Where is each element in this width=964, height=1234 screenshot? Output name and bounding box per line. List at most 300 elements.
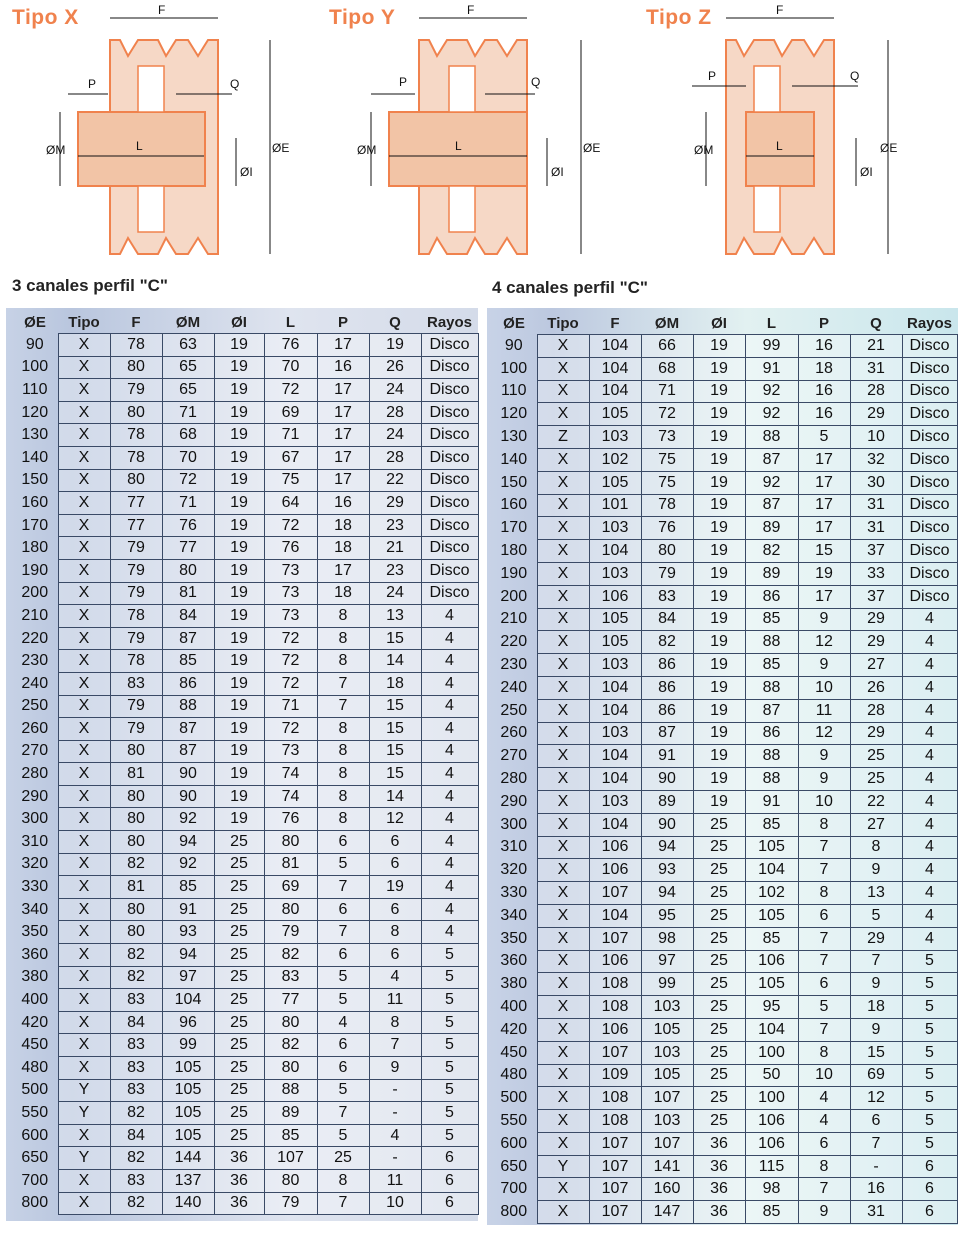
table-cell: 5: [421, 966, 478, 989]
table-cell: 33: [850, 562, 902, 585]
table-cell: 17: [317, 446, 369, 469]
table-cell: 105: [162, 1057, 214, 1080]
table-cell: 86: [641, 654, 693, 677]
table-cell: 81: [264, 853, 317, 876]
column-header: ØI: [711, 314, 727, 332]
table-cell: 6: [421, 1169, 478, 1192]
table-cell: X: [537, 471, 589, 494]
table-cell: X: [58, 514, 110, 537]
table-cell: 17: [798, 517, 850, 540]
table-cell: Disco: [902, 585, 957, 608]
table-cell: 105: [162, 1079, 214, 1102]
row-diameter: 90: [504, 336, 523, 354]
table-cell: 4: [421, 718, 478, 741]
table-cell: 7: [317, 921, 369, 944]
table-cell: X: [537, 722, 589, 745]
table-row: [491, 448, 957, 471]
table-cell: 19: [693, 562, 745, 585]
table-cell: 8: [850, 836, 902, 859]
table-cell: X: [537, 927, 589, 950]
table-cell: 7: [317, 1192, 369, 1215]
table-cell: 94: [162, 831, 214, 854]
table-cell: Y: [58, 1079, 110, 1102]
header-row: [12, 311, 478, 334]
table-cell: 82: [110, 1147, 162, 1170]
table-cell: 8: [317, 740, 369, 763]
table-cell: 24: [369, 379, 421, 402]
table-cell: 8: [798, 1155, 850, 1178]
table-row: [12, 1102, 478, 1125]
table-cell: 16: [317, 492, 369, 515]
table-cell: 83: [264, 966, 317, 989]
table-cell: 106: [589, 859, 641, 882]
table-cell: 25: [850, 745, 902, 768]
table-cell: -: [369, 1102, 421, 1125]
table-row: [491, 562, 957, 585]
row-diameter: 380: [21, 968, 49, 986]
table-cell: 104: [589, 745, 641, 768]
table-row: [12, 1192, 478, 1215]
table-cell: 67: [264, 446, 317, 469]
row-diameter: 200: [21, 584, 49, 602]
table-cell: 79: [110, 537, 162, 560]
table-cell: 107: [589, 1178, 641, 1201]
row-diameter: 100: [21, 358, 49, 376]
table-cell: X: [58, 334, 110, 357]
table-cell: Disco: [902, 540, 957, 563]
table-row: [12, 718, 478, 741]
table-cell: 23: [369, 514, 421, 537]
table-cell: 83: [641, 585, 693, 608]
table-cell: 5: [798, 996, 850, 1019]
table-cell: 107: [641, 1087, 693, 1110]
table-cell: 71: [162, 401, 214, 424]
table-cell: 4: [902, 676, 957, 699]
table-cell: 89: [745, 517, 798, 540]
table-cell: 105: [589, 471, 641, 494]
row-diameter: 170: [500, 519, 528, 537]
table-cell: 87: [745, 448, 798, 471]
table-cell: 17: [317, 334, 369, 357]
table-cell: 7: [317, 1102, 369, 1125]
row-diameter: 550: [500, 1111, 528, 1129]
table-cell: 15: [369, 695, 421, 718]
pulley-drawing-y: [325, 0, 625, 268]
pulley-drawing-z: [642, 0, 942, 268]
table-cell: 77: [110, 514, 162, 537]
row-diameter: 480: [500, 1066, 528, 1084]
table-cell: Disco: [421, 401, 478, 424]
table-cell: 80: [264, 898, 317, 921]
table-cell: 4: [421, 763, 478, 786]
table-cell: 92: [162, 853, 214, 876]
table-cell: 90: [162, 763, 214, 786]
table-cell: 19: [693, 403, 745, 426]
table-row: [491, 540, 957, 563]
table-cell: 22: [369, 469, 421, 492]
table-cell: 12: [798, 631, 850, 654]
dimensions-table-4-canales: [491, 312, 958, 1224]
table-cell: X: [58, 379, 110, 402]
table-row: [12, 740, 478, 763]
table-cell: 147: [641, 1201, 693, 1224]
row-diameter: 260: [21, 719, 49, 737]
table-cell: 91: [745, 357, 798, 380]
row-diameter: 380: [500, 975, 528, 993]
table-row: [12, 492, 478, 515]
table-cell: 107: [589, 1155, 641, 1178]
table-cell: 5: [902, 950, 957, 973]
table-cell: X: [537, 517, 589, 540]
table-row: [491, 813, 957, 836]
table-cell: Disco: [902, 448, 957, 471]
table-cell: 4: [369, 966, 421, 989]
table-cell: X: [537, 357, 589, 380]
table-row: [12, 1034, 478, 1057]
table-cell: 103: [589, 517, 641, 540]
table-cell: Disco: [421, 379, 478, 402]
table-cell: Y: [537, 1155, 589, 1178]
table-cell: 106: [745, 1110, 798, 1133]
table-cell: Disco: [421, 356, 478, 379]
table-cell: 6: [902, 1201, 957, 1224]
table-cell: 77: [264, 989, 317, 1012]
table-cell: 4: [421, 831, 478, 854]
column-header: ØM: [654, 314, 680, 332]
dimension-label: ØE: [880, 141, 898, 155]
table-cell: 71: [641, 380, 693, 403]
table-cell: X: [58, 989, 110, 1012]
table-cell: 19: [693, 357, 745, 380]
table-row: [491, 426, 957, 449]
table-cell: 4: [902, 608, 957, 631]
dimension-label: P: [399, 75, 408, 89]
row-diameter: 240: [21, 674, 49, 692]
table-cell: 19: [369, 876, 421, 899]
table-cell: 108: [589, 1110, 641, 1133]
table-row: [491, 1064, 957, 1087]
table-cell: 80: [264, 1057, 317, 1080]
table-cell: 19: [214, 672, 264, 695]
table-cell: 25: [214, 1034, 264, 1057]
column-header: Tipo: [68, 313, 100, 331]
table-cell: 18: [317, 537, 369, 560]
table-cell: 82: [264, 1034, 317, 1057]
dimension-label: P: [708, 69, 717, 83]
table-cell: Disco: [902, 335, 957, 358]
table-cell: 73: [264, 605, 317, 628]
table-cell: 115: [745, 1155, 798, 1178]
table-cell: 104: [589, 357, 641, 380]
table-cell: 25: [693, 904, 745, 927]
table-cell: 19: [693, 540, 745, 563]
table-cell: 19: [214, 763, 264, 786]
table-cell: 19: [693, 676, 745, 699]
table-cell: Disco: [902, 562, 957, 585]
table-cell: 85: [745, 927, 798, 950]
table-cell: X: [537, 585, 589, 608]
dimension-label: L: [776, 139, 783, 153]
table-panel-4-canales: [487, 308, 958, 1225]
row-diameter: 310: [21, 832, 49, 850]
table-cell: 99: [745, 335, 798, 358]
row-diameter: 650: [500, 1157, 528, 1175]
table-cell: 5: [902, 973, 957, 996]
table-cell: 25: [693, 973, 745, 996]
table-cell: 85: [745, 813, 798, 836]
table-cell: 19: [693, 608, 745, 631]
row-diameter: 180: [21, 539, 49, 557]
table-cell: 79: [110, 695, 162, 718]
table-cell: X: [58, 785, 110, 808]
table-row: [12, 808, 478, 831]
table-row: [12, 582, 478, 605]
column-header: P: [818, 314, 829, 332]
table-row: [12, 1057, 478, 1080]
table-cell: 9: [850, 1018, 902, 1041]
table-cell: 29: [369, 492, 421, 515]
row-diameter: 150: [500, 473, 528, 491]
table-cell: 81: [110, 763, 162, 786]
table-cell: 29: [850, 403, 902, 426]
diagram-title: Tipo X: [12, 6, 79, 29]
table-cell: 85: [745, 608, 798, 631]
table-cell: X: [537, 859, 589, 882]
table-cell: 4: [902, 859, 957, 882]
table-cell: X: [58, 944, 110, 967]
table-cell: 6: [369, 853, 421, 876]
table-cell: 7: [798, 1018, 850, 1041]
table-cell: 19: [693, 722, 745, 745]
table-cell: 4: [421, 605, 478, 628]
table-cell: 8: [317, 808, 369, 831]
table-cell: 19: [693, 790, 745, 813]
table-row: [491, 859, 957, 882]
table-cell: 104: [745, 859, 798, 882]
table-cell: 74: [264, 763, 317, 786]
table-cell: 86: [641, 699, 693, 722]
table-cell: 137: [162, 1169, 214, 1192]
table-cell: 81: [110, 876, 162, 899]
table-cell: 25: [214, 921, 264, 944]
row-diameter: 160: [21, 493, 49, 511]
table-cell: 9: [850, 973, 902, 996]
table-cell: Disco: [421, 514, 478, 537]
table-cell: 25: [693, 950, 745, 973]
table-row: [491, 790, 957, 813]
dimension-label: ØM: [357, 143, 377, 157]
table-cell: 19: [214, 537, 264, 560]
table-cell: 5: [421, 1079, 478, 1102]
table-cell: 31: [850, 517, 902, 540]
table-cell: X: [58, 1011, 110, 1034]
table-cell: 99: [162, 1034, 214, 1057]
table-cell: 19: [693, 380, 745, 403]
table-cell: 8: [369, 921, 421, 944]
row-diameter: 600: [21, 1126, 49, 1144]
table-cell: 103: [589, 426, 641, 449]
table-row: [491, 699, 957, 722]
table-cell: 8: [798, 1041, 850, 1064]
diagram-title: Tipo Z: [646, 6, 712, 29]
table-cell: -: [369, 1079, 421, 1102]
table-cell: 8: [317, 718, 369, 741]
diagram-tipo-z: [642, 0, 942, 268]
table-cell: 6: [317, 831, 369, 854]
table-cell: 70: [162, 446, 214, 469]
row-diameter: 360: [500, 952, 528, 970]
table-cell: X: [58, 718, 110, 741]
table-cell: 6: [317, 898, 369, 921]
table-row: [12, 559, 478, 582]
table-row: [491, 1132, 957, 1155]
table-cell: 19: [693, 745, 745, 768]
table-cell: 37: [850, 540, 902, 563]
table-cell: 80: [162, 559, 214, 582]
table-cell: 8: [369, 1011, 421, 1034]
row-diameter: 550: [21, 1103, 49, 1121]
table-cell: 6: [317, 1034, 369, 1057]
table-cell: 6: [317, 1057, 369, 1080]
table-cell: 17: [317, 469, 369, 492]
table-cell: 19: [214, 424, 264, 447]
table-cell: X: [58, 672, 110, 695]
table-row: [491, 1041, 957, 1064]
table-cell: X: [537, 904, 589, 927]
table-cell: 80: [110, 469, 162, 492]
table-cell: 18: [369, 672, 421, 695]
table-cell: 4: [421, 695, 478, 718]
table-cell: 27: [850, 813, 902, 836]
table-cell: 105: [745, 973, 798, 996]
table-cell: 80: [264, 1169, 317, 1192]
table-cell: 7: [317, 695, 369, 718]
table-cell: 76: [162, 514, 214, 537]
table-cell: 88: [264, 1079, 317, 1102]
table-cell: 94: [641, 882, 693, 905]
table-cell: 87: [162, 718, 214, 741]
table-row: [12, 627, 478, 650]
table-cell: 73: [641, 426, 693, 449]
table-cell: 7: [369, 1034, 421, 1057]
row-diameter: 320: [21, 855, 49, 873]
table-cell: 5: [902, 1041, 957, 1064]
table-cell: 36: [693, 1132, 745, 1155]
table-cell: 26: [850, 676, 902, 699]
table-panel-3-canales: [6, 308, 478, 1221]
row-diameter: 290: [21, 787, 49, 805]
table-cell: 107: [641, 1132, 693, 1155]
table-cell: 21: [850, 335, 902, 358]
table-cell: X: [58, 356, 110, 379]
table-cell: 36: [214, 1169, 264, 1192]
table-cell: 82: [264, 944, 317, 967]
table-cell: 82: [745, 540, 798, 563]
table-cell: 4: [798, 1087, 850, 1110]
row-diameter: 420: [21, 1013, 49, 1031]
table-cell: 85: [162, 876, 214, 899]
table-row: [12, 605, 478, 628]
table-cell: 8: [317, 1169, 369, 1192]
table-cell: 5: [902, 1132, 957, 1155]
table-cell: 106: [589, 836, 641, 859]
table-cell: 4: [902, 882, 957, 905]
table-cell: 4: [421, 650, 478, 673]
table-cell: 144: [162, 1147, 214, 1170]
table-cell: 92: [162, 808, 214, 831]
table-cell: 4: [421, 898, 478, 921]
table-cell: 86: [162, 672, 214, 695]
table-cell: 19: [214, 740, 264, 763]
table-cell: 19: [693, 585, 745, 608]
table-cell: X: [537, 1132, 589, 1155]
table-cell: 83: [110, 1034, 162, 1057]
row-diameter: 330: [500, 884, 528, 902]
table-cell: 89: [745, 562, 798, 585]
table-cell: 88: [745, 676, 798, 699]
table-cell: 4: [902, 904, 957, 927]
table-row: [491, 654, 957, 677]
table-cell: 73: [264, 559, 317, 582]
table-cell: 19: [693, 654, 745, 677]
table-cell: 6: [317, 944, 369, 967]
row-diameter: 420: [500, 1020, 528, 1038]
table-cell: 25: [693, 836, 745, 859]
table-row: [12, 876, 478, 899]
table-cell: Disco: [902, 426, 957, 449]
table-cell: 29: [850, 631, 902, 654]
table-row: [12, 650, 478, 673]
table-cell: X: [537, 335, 589, 358]
table-cell: 63: [162, 334, 214, 357]
column-header: ØE: [503, 314, 525, 332]
table-cell: 19: [214, 334, 264, 357]
table-cell: 4: [421, 808, 478, 831]
row-diameter: 450: [500, 1043, 528, 1061]
table-cell: 28: [369, 446, 421, 469]
table-cell: 31: [850, 494, 902, 517]
table-cell: 82: [641, 631, 693, 654]
row-diameter: 320: [500, 861, 528, 879]
table-row: [491, 631, 957, 654]
table-cell: 87: [745, 494, 798, 517]
table-cell: 25: [214, 831, 264, 854]
table-row: [491, 768, 957, 791]
table-cell: 19: [214, 379, 264, 402]
table-cell: 6: [369, 944, 421, 967]
table-cell: 4: [421, 785, 478, 808]
table-cell: 72: [264, 672, 317, 695]
table-cell: 9: [798, 608, 850, 631]
table-cell: 19: [214, 356, 264, 379]
table-cell: 6: [421, 1147, 478, 1170]
table-cell: 5: [421, 1102, 478, 1125]
dimension-label: ØE: [583, 141, 601, 155]
table-row: [12, 379, 478, 402]
table-cell: 6: [902, 1178, 957, 1201]
table-cell: 5: [902, 1064, 957, 1087]
row-diameter: 240: [500, 678, 528, 696]
table-cell: 69: [264, 401, 317, 424]
table-cell: X: [58, 559, 110, 582]
table-cell: 104: [162, 989, 214, 1012]
table-cell: 30: [850, 471, 902, 494]
row-diameter: 260: [500, 724, 528, 742]
table-cell: 71: [162, 492, 214, 515]
table-cell: 103: [589, 790, 641, 813]
table-cell: 5: [902, 1018, 957, 1041]
table-cell: 92: [745, 403, 798, 426]
